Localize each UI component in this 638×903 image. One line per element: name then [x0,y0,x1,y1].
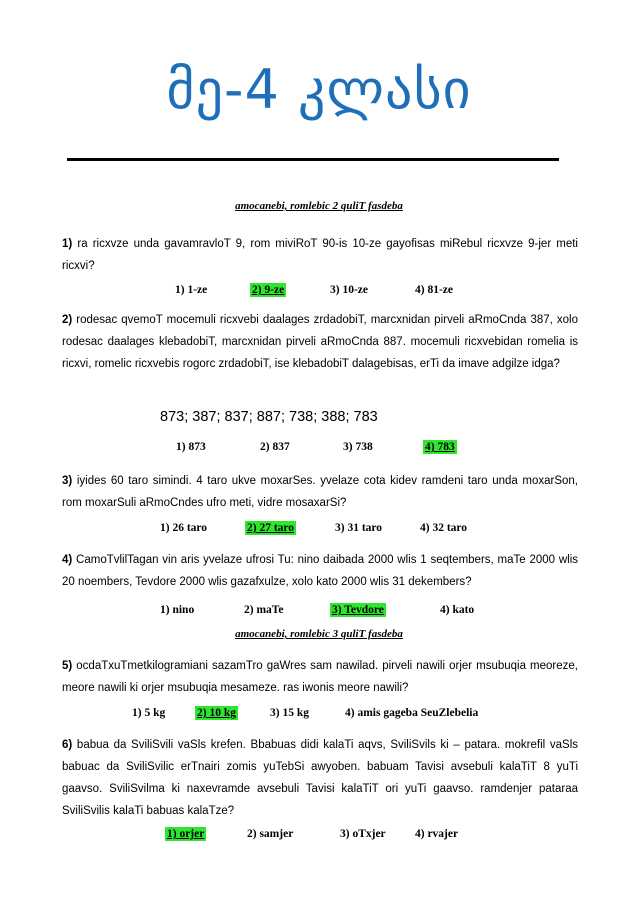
q2-option-1[interactable]: 1) 873 [176,441,206,453]
q3-option-3[interactable]: 3) 31 taro [335,522,383,534]
question-number: 6) [62,739,73,751]
q3-option-4[interactable]: 4) 32 taro [420,522,468,534]
question-text: ra ricxvze unda gavamravloT 9, rom miviRoT 90-is 10-ze gayofisas miRebul ricxvze 9-jer meti ricxvi? [62,238,578,272]
q4-option-4[interactable]: 4) kato [440,604,475,616]
question-text: rodesac qvemoT mocemuli ricxvebi daalages zrdadobiT, marcxnidan pirveli aRmoCnda 387, xolo rodesac daalages klebadobiT, marcxnidan pirveli aRmoCnda 887. mocemuli ricxvebidan romelia is ricxvi, romelic ricxvebis rogorc zrdadobiT, ise klebadobiT dalagebisas, erTi da imave adgilze idga? [62,314,578,370]
section-heading-2-points: amocanebi, romlebic 2 quliT fasdeba [235,200,403,212]
question-2 [62,309,578,375]
number-sequence: 873; 387; 837; 887; 738; 388; 783 [160,409,378,425]
question-6 [62,734,578,822]
question-text: babua da SviliSvili vaSls krefen. Bbabuas didi kalaTi aqvs, SviliSvils ki – patara. mokrefil vaSls babuac da SviliSvilic erTnairi zomis yuTebSi awyoben. babuam Tavisi avsebuli kalaTiT 8 yuTi gaavso. SviliSvilma ki naxevramde avsebuli Tavisi kalaTiT ori yuTi gaavso. ramdenjer pataraa SviliSvilis kalaTi babuas kalaTze? [62,739,578,817]
q2-option-2[interactable]: 2) 837 [260,441,290,453]
question-text: iyides 60 taro simindi. 4 taro ukve moxarSes. yvelaze cota kidev ramdeni taro unda moxarSon, rom moxarSuli aRmoCndes ufro meti, vidre mosaxarSi? [62,475,578,509]
q2-option-3[interactable]: 3) 738 [343,441,373,453]
question-number: 3) [62,475,73,487]
q1-option-3[interactable]: 3) 10-ze [330,284,368,296]
q1-option-4[interactable]: 4) 81-ze [415,284,453,296]
q1-option-2-correct[interactable]: 2) 9-ze [252,284,285,296]
question-number: 5) [62,660,73,672]
question-5 [62,655,578,699]
question-1 [62,233,578,277]
q3-option-1[interactable]: 1) 26 taro [160,522,208,534]
q4-option-1[interactable]: 1) nino [160,604,195,616]
question-3 [62,470,578,514]
question-text: ocdaTxuTmetkilogramiani sazamTro gaWres sam nawilad. pirveli nawili orjer msubuqia meoreze, meore nawili ki orjer msubuqia mesameze. ras iwonis meore nawili? [62,660,578,694]
question-number: 2) [62,314,73,326]
q4-option-2[interactable]: 2) maTe [244,604,284,616]
question-number: 1) [62,238,73,250]
q6-option-2[interactable]: 2) samjer [247,828,294,840]
q5-option-1[interactable]: 1) 5 kg [132,707,166,719]
question-4 [62,549,578,593]
q4-option-3-correct[interactable]: 3) Tevdore [332,604,384,616]
q5-option-2-correct[interactable]: 2) 10 kg [197,707,236,719]
q5-option-4[interactable]: 4) amis gageba SeuZlebelia [345,707,479,719]
section-heading-3-points: amocanebi, romlebic 3 quliT fasdeba [235,628,403,640]
page-title: მე-4 კლასი [166,58,472,121]
q6-option-4[interactable]: 4) rvajer [415,828,459,840]
q6-option-1-correct[interactable]: 1) orjer [167,828,205,840]
q6-option-3[interactable]: 3) oTxjer [340,828,386,840]
q5-option-3[interactable]: 3) 15 kg [270,707,309,719]
q3-option-2-correct[interactable]: 2) 27 taro [247,522,295,534]
q2-option-4-correct[interactable]: 4) 783 [425,441,455,453]
question-number: 4) [62,554,73,566]
q1-option-1[interactable]: 1) 1-ze [175,284,208,296]
title-divider [67,158,559,161]
question-text: CamoTvlilTagan vin aris yvelaze ufrosi Tu: nino daibada 2000 wlis 1 seqtembers, maTe 2000 wlis 20 noembers, Tevdore 2000 wlis gazafxulze, xolo kato 2000 wlis 31 dekembers? [62,554,579,588]
